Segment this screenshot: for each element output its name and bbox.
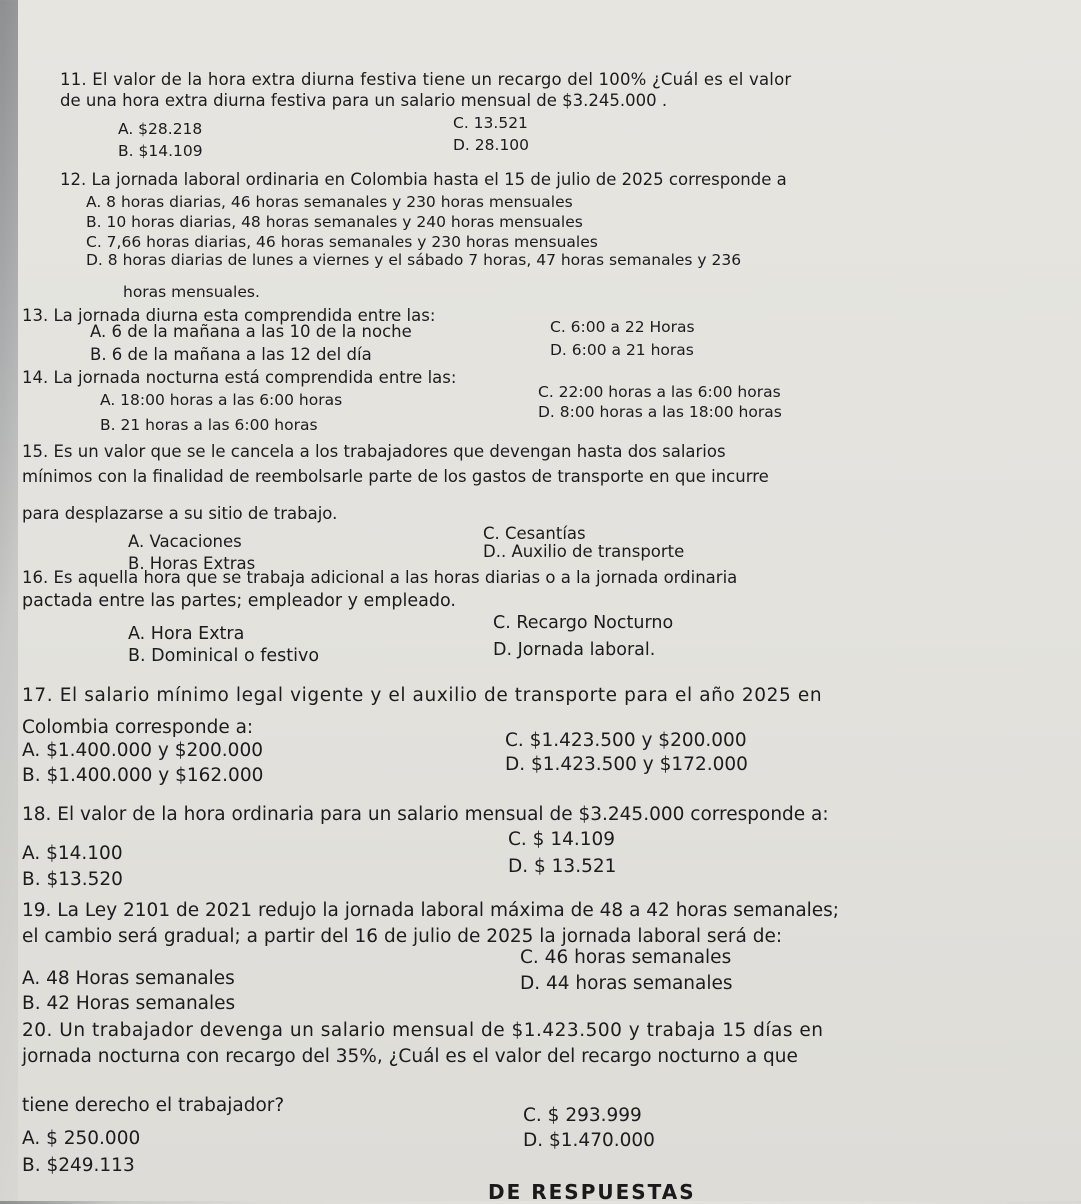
question-13-option-d: D. 6:00 a 21 horas bbox=[550, 341, 694, 359]
question-15-text-line-3: para desplazarse a su sitio de trabajo. bbox=[22, 504, 338, 523]
question-13-option-c: C. 6:00 a 22 Horas bbox=[550, 318, 695, 336]
question-14-option-a: A. 18:00 horas a las 6:00 horas bbox=[100, 391, 343, 409]
question-20-option-c: C. $ 293.999 bbox=[523, 1105, 642, 1126]
question-18-option-b: B. $13.520 bbox=[22, 869, 123, 890]
question-16-text-line-1: 16. Es aquella hora que se trabaja adicional a las horas diarias o a la jornada ordinaria bbox=[22, 568, 738, 587]
question-12-option-d: D. 8 horas diarias de lunes a viernes y el sábado 7 horas, 47 horas semanales y 236 bbox=[86, 251, 742, 269]
question-11-option-c: C. 13.521 bbox=[453, 114, 528, 132]
question-19-text-line-1: 19. La Ley 2101 de 2021 redujo la jornada laboral máxima de 48 a 42 horas semanales; bbox=[22, 900, 840, 921]
question-20-option-d: D. $1.470.000 bbox=[523, 1130, 655, 1151]
question-15-option-c: C. Cesantías bbox=[483, 524, 586, 543]
question-17-text-line-1: 17. El salario mínimo legal vigente y el auxilio de transporte para el año 2025 en bbox=[22, 685, 823, 706]
question-18-option-c: C. $ 14.109 bbox=[508, 829, 616, 850]
question-13-text-line-1: 13. La jornada diurna esta comprendida entre las: bbox=[22, 306, 436, 325]
answer-section-heading: DE RESPUESTAS bbox=[488, 1180, 696, 1204]
question-15-text-line-2: mínimos con la finalidad de reembolsarle parte de los gastos de transporte en que incurre bbox=[22, 467, 769, 486]
question-20-text-line-1: 20. Un trabajador devenga un salario mensual de $1.423.500 y trabaja 15 días en bbox=[22, 1020, 824, 1041]
question-12-option-a: A. 8 horas diarias, 46 horas semanales y 230 horas mensuales bbox=[86, 193, 573, 211]
question-17-text-line-2: Colombia corresponde a: bbox=[22, 717, 254, 738]
question-20-text-line-2: jornada nocturna con recargo del 35%, ¿Cuál es el valor del recargo nocturno a que bbox=[22, 1046, 798, 1067]
question-11-option-d: D. 28.100 bbox=[453, 136, 530, 154]
question-15-option-a: A. Vacaciones bbox=[128, 532, 242, 551]
question-14-option-b: B. 21 horas a las 6:00 horas bbox=[100, 416, 318, 434]
question-15-text-line-1: 15. Es un valor que se le cancela a los trabajadores que devengan hasta dos salarios bbox=[22, 442, 726, 461]
question-13-option-b: B. 6 de la mañana a las 12 del día bbox=[90, 345, 372, 364]
question-20-option-b: B. $249.113 bbox=[22, 1155, 135, 1176]
question-19-option-b: B. 42 Horas semanales bbox=[22, 993, 236, 1014]
question-19-option-c: C. 46 horas semanales bbox=[520, 947, 732, 968]
question-12-text-line-1: 12. La jornada laboral ordinaria en Colombia hasta el 15 de julio de 2025 corresponde a bbox=[60, 170, 787, 189]
question-12-option-c: C. 7,66 horas diarias, 46 horas semanales y 230 horas mensuales bbox=[86, 233, 598, 251]
question-11-text-line-2: de una hora extra diurna festiva para un salario mensual de $3.245.000 . bbox=[60, 91, 668, 110]
question-18-option-a: A. $14.100 bbox=[22, 843, 123, 864]
question-20-option-a: A. $ 250.000 bbox=[22, 1128, 141, 1149]
question-17-option-d: D. $1.423.500 y $172.000 bbox=[505, 754, 748, 775]
question-17-option-b: B. $1.400.000 y $162.000 bbox=[22, 765, 264, 786]
question-11-option-a: A. $28.218 bbox=[118, 120, 203, 138]
question-15-option-b: B. Horas Extras bbox=[128, 554, 256, 573]
question-12-option-b: B. 10 horas diarias, 48 horas semanales y 240 horas mensuales bbox=[86, 213, 583, 231]
question-16-option-c: C. Recargo Nocturno bbox=[493, 613, 674, 633]
question-18-option-d: D. $ 13.521 bbox=[508, 856, 617, 877]
question-14-text-line-1: 14. La jornada nocturna está comprendida entre las: bbox=[22, 368, 457, 387]
question-19-option-a: A. 48 Horas semanales bbox=[22, 968, 235, 989]
question-15-option-d: D.. Auxilio de transporte bbox=[483, 542, 685, 561]
question-16-option-a: A. Hora Extra bbox=[128, 624, 245, 644]
question-17-option-a: A. $1.400.000 y $200.000 bbox=[22, 740, 263, 761]
question-18-text-line-1: 18. El valor de la hora ordinaria para un salario mensual de $3.245.000 corresponde a: bbox=[22, 804, 829, 825]
question-16-option-b: B. Dominical o festivo bbox=[128, 646, 320, 666]
question-12-option-d-cont: horas mensuales. bbox=[123, 283, 260, 301]
question-13-option-a: A. 6 de la mañana a las 10 de la noche bbox=[90, 322, 412, 341]
question-19-option-d: D. 44 horas semanales bbox=[520, 973, 733, 994]
question-11-option-b: B. $14.109 bbox=[118, 142, 203, 160]
question-11-text-line-1: 11. El valor de la hora extra diurna festiva tiene un recargo del 100% ¿Cuál es el valor bbox=[60, 70, 792, 89]
question-16-option-d: D. Jornada laboral. bbox=[493, 640, 656, 660]
question-14-option-d: D. 8:00 horas a las 18:00 horas bbox=[538, 403, 782, 421]
question-20-text-line-3: tiene derecho el trabajador? bbox=[22, 1095, 285, 1116]
worksheet-page bbox=[18, 0, 1081, 1204]
question-16-text-line-2: pactada entre las partes; empleador y empleado. bbox=[22, 591, 456, 611]
question-19-text-line-2: el cambio será gradual; a partir del 16 de julio de 2025 la jornada laboral será de: bbox=[22, 926, 783, 947]
question-14-option-c: C. 22:00 horas a las 6:00 horas bbox=[538, 383, 781, 401]
question-17-option-c: C. $1.423.500 y $200.000 bbox=[505, 730, 747, 751]
